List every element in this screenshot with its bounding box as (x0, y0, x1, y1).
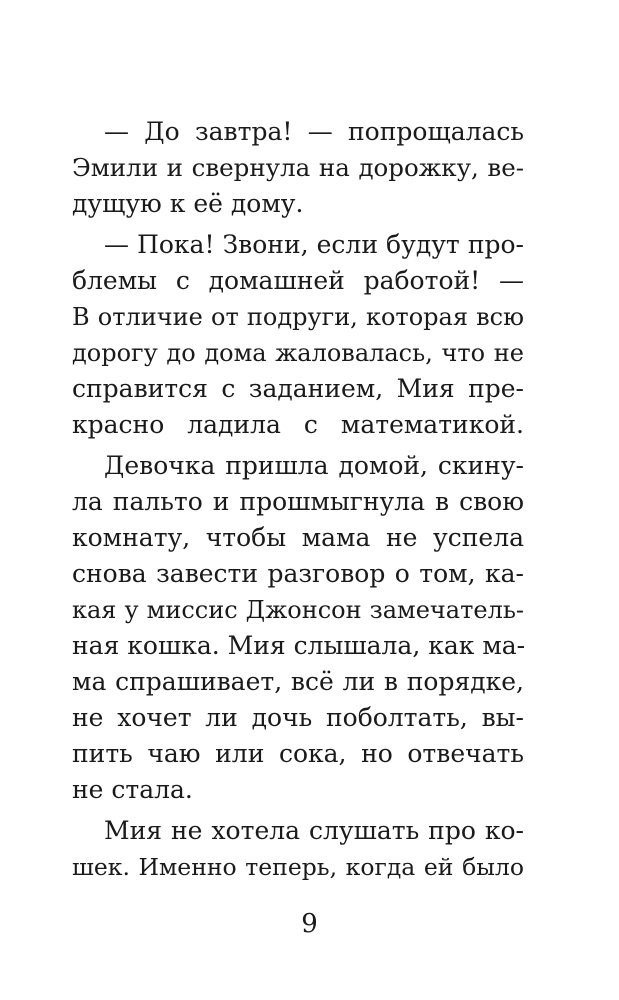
paragraph-1-line-1: — До завтра! — попрощалась (104, 117, 524, 146)
paragraph-4-line-2: шек. Именно теперь, когда ей было (72, 853, 524, 881)
paragraph-2-line-2: блемы с домашней работой! — (72, 266, 524, 295)
paragraph-2-line-1: — Пока! Звони, если будут про- (104, 230, 524, 259)
body-text (72, 114, 524, 885)
paragraph-3-line-9: пить чаю или сока, но отвечать (72, 739, 524, 768)
paragraph-3-line-8: не хочет ли дочь поболтать, вы- (72, 703, 524, 732)
paragraph-3-line-6: ная кошка. Мия слышала, как ма- (72, 631, 526, 660)
paragraph-3-line-5: кая у миссис Джонсон замечатель- (72, 596, 524, 624)
paragraph-4-line-1: Мия не хотела слушать про ко- (104, 816, 524, 845)
paragraph-3-line-2: ла пальто и прошмыгнула в свою (72, 487, 524, 516)
paragraph-3-line-7: ма спрашивает, всё ли в порядке, (72, 667, 524, 696)
paragraph-3-line-1: Девочка пришла домой, скину- (104, 451, 524, 480)
paragraph-1-line-3: дущую к её дому. (72, 189, 304, 218)
paragraph-2-line-4: дорогу до дома жаловалась, что не (72, 339, 524, 367)
paragraph-3-line-4: снова завести разговор о том, ка- (72, 559, 524, 588)
paragraph-1-line-2: Эмили и свернула на дорожку, ве- (72, 153, 524, 182)
paragraph-2-line-5: справится с заданием, Мия пре- (72, 374, 524, 403)
paragraph-2-line-6: красно ладила с математикой. (72, 410, 524, 439)
paragraph-3-line-10: не стала. (72, 775, 193, 804)
paragraph-2-line-3: В отличие от подруги, которая всю (72, 303, 524, 331)
page-number: 9 (301, 909, 318, 939)
paragraph-3-line-3: комнату, чтобы мама не успела (72, 523, 524, 552)
